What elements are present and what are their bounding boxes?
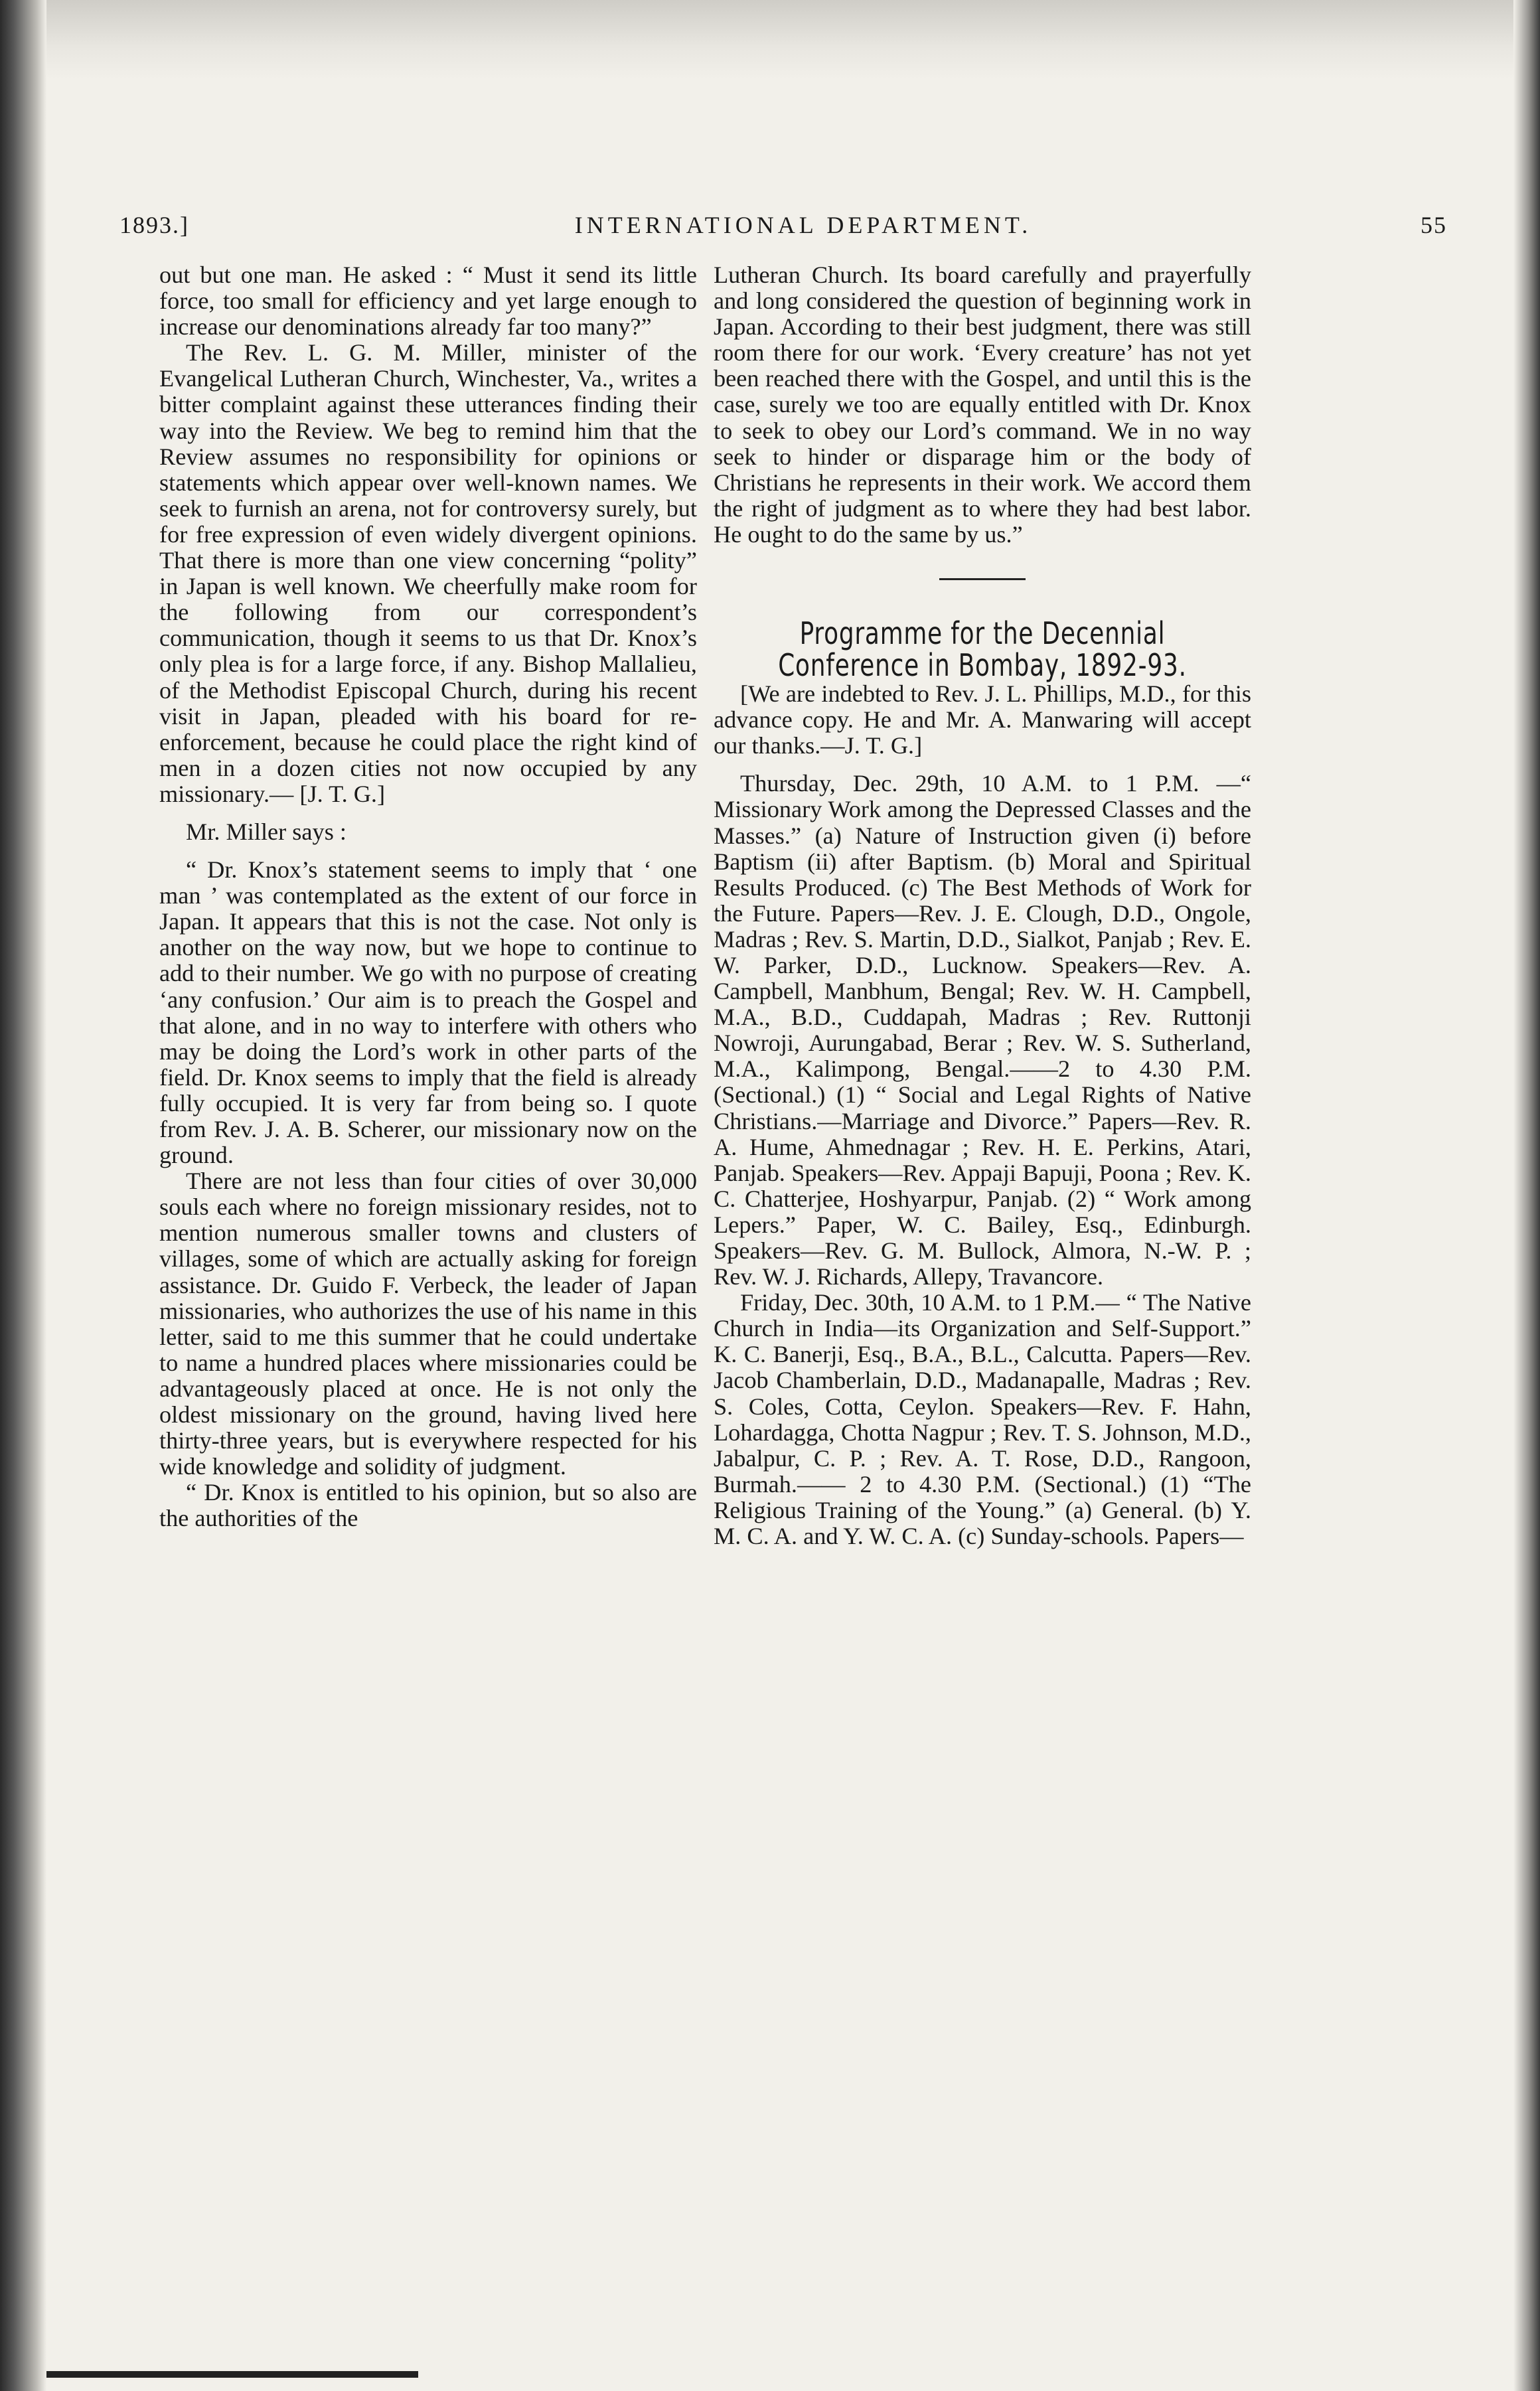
running-header [119, 211, 1447, 251]
right-column [714, 262, 1251, 1549]
paragraph-gap [714, 759, 1251, 771]
programme-thursday: Thursday, Dec. 29th, 10 A.M. to 1 P.M. —“ Missionary Work among the Depressed Classes and the Masses.” (a) Nature of Instruction given (i) before Baptism (ii) after Baptism. (b) Moral and Spiritual Results Produced. (c) The Best Methods of Work for the Future. Papers—Rev. J. E. Clough, D.D., Ongole, Madras ; Rev. S. Martin, D.D., Sialkot, Panjab ; Rev. E. W. Parker, D.D., Lucknow. Speakers—Rev. A. Campbell, Manbhum, Bengal; Rev. W. H. Campbell, M.A., B.D., Cuddapah, Madras ; Rev. Ruttonji Nowroji, Aurungabad, Berar ; Rev. W. S. Sutherland, M.A., Kalimpong, Bengal.——2 to 4.30 P.M. (Sectional.) (1) “ Social and Legal Rights of Native Christians.—Marriage and Divorce.” Papers—Rev. R. A. Hume, Ahmednagar ; Rev. H. E. Perkins, Atari, Panjab. Speakers—Rev. Appaji Bapuji, Poona ; Rev. K. C. Chatterjee, Hoshyarpur, Panjab. (2) “ Work among Lepers.” Paper, W. C. Bailey, Esq., Edinburgh. Speakers—Rev. G. M. Bullock, Almora, N.-W. P. ; Rev. W. J. Richards, Allepy, Travancore. [714, 770, 1251, 1290]
paragraph: There are not less than four cities of over 30,000 souls each where no foreign missionary resides, not to mention numerous smaller towns and clusters of villages, some of which are actually asking for foreign assistance. Dr. Guido F. Verbeck, the leader of Japan missionaries, who authorizes the use of his name in this letter, said to me this summer that he could undertake to name a hundred places where missionaries could be advantageously placed at once. He is not only the oldest missionary on the ground, having lived here thirty-three years, but is everywhere respected for his wide knowledge and solidity of judgment. [159, 1168, 697, 1480]
editor-note: [We are indebted to Rev. J. L. Phillips, M.D., for this advance copy. He and Mr. A. Manwaring will accept our thanks.—J. T. G.] [714, 680, 1251, 759]
binding-shadow-left [0, 0, 46, 2391]
section-heading: Programme for the Decennial Conference in Bombay, 1892-93. [778, 615, 1187, 684]
paragraph: Lutheran Church. Its board carefully and prayerfully and long considered the question of beginning work in Japan. According to their best judgment, there was still room there for our work. ‘Every creature’ has not yet been reached there with the Gospel, and until this is the case, surely we too are equally entitled with Dr. Knox to seek to obey our Lord’s command. We in no way seek to hinder or disparage him or the body of Christians he represents in their work. We accord them the right of judgment as to where they had best labor. He ought to do the same by us.” [714, 262, 1251, 548]
paragraph: Mr. Miller says : [186, 818, 346, 845]
paragraph: out but one man. He asked : “ Must it send its little force, too small for efficiency and yet large enough to increase our denominations already far too many?” [159, 262, 697, 341]
bottom-edge-rule [46, 2371, 418, 2378]
section-divider [939, 578, 1026, 580]
paragraph-gap [159, 807, 697, 819]
paragraph: “ Dr. Knox is entitled to his opinion, but so also are the authorities of the [159, 1479, 697, 1532]
programme-friday: Friday, Dec. 30th, 10 A.M. to 1 P.M.— “ The Native Church in India—its Organization and Self-Support.” K. C. Banerji, Esq., B.A., B.L., Calcutta. Papers—Rev. Jacob Chamberlain, D.D., Madanapalle, Madras ; Rev. S. Coles, Cotta, Ceylon. Speakers—Rev. F. Hahn, Lohardagga, Chotta Nagpur ; Rev. T. S. Johnson, M.D., Jabalpur, C. P. ; Rev. A. T. Rose, D.D., Rangoon, Burmah.—— 2 to 4.30 P.M. (Sectional.) (1) “The Religious Training of the Young.” (a) General. (b) Y. M. C. A. and Y. W. C. A. (c) Sunday-schools. Papers— [714, 1289, 1251, 1550]
page-number: 55 [1421, 212, 1447, 238]
header-title: INTERNATIONAL DEPARTMENT. [574, 212, 1032, 238]
paragraph-gap [159, 845, 697, 857]
paragraph: The Rev. L. G. M. Miller, minister of the Evangelical Lutheran Church, Winchester, Va., writes a bitter complaint against these utterances finding their way into the Review. We beg to remind him that the Review assumes no responsibility for opinions or statements which appear over well-known names. We seek to furnish an arena, not for controversy surely, but for free expression of even widely divergent opinions. That there is more than one view concerning “polity” in Japan is well known. We cheerfully make room for the following from our correspondent’s communication, though it seems to us that Dr. Knox’s only plea is for a large force, if any. Bishop Mallalieu, of the Methodist Episcopal Church, during his recent visit in Japan, pleaded with his board for re-enforcement, because he could place the right kind of men in a dozen cities not now occupied by any missionary.— [J. T. G.] [159, 339, 697, 807]
page-top-shading [0, 0, 1540, 80]
left-column [159, 262, 697, 1532]
paragraph: “ Dr. Knox’s statement seems to imply that ‘ one man ’ was contemplated as the extent of our force in Japan. It appears that this is not the case. Not only is another on the way now, but we hope to continue to add to their number. We go with no purpose of creating ‘any confusion.’ Our aim is to preach the Gospel and that alone, and in no way to interfere with others who may be doing the Lord’s work in other parts of the field. Dr. Knox seems to imply that the field is already fully occupied. It is very far from being so. I quote from Rev. J. A. B. Scherer, our missionary now on the ground. [159, 856, 697, 1169]
header-year: 1893.] [119, 212, 189, 238]
page-edge-shadow-right [1513, 0, 1540, 2391]
